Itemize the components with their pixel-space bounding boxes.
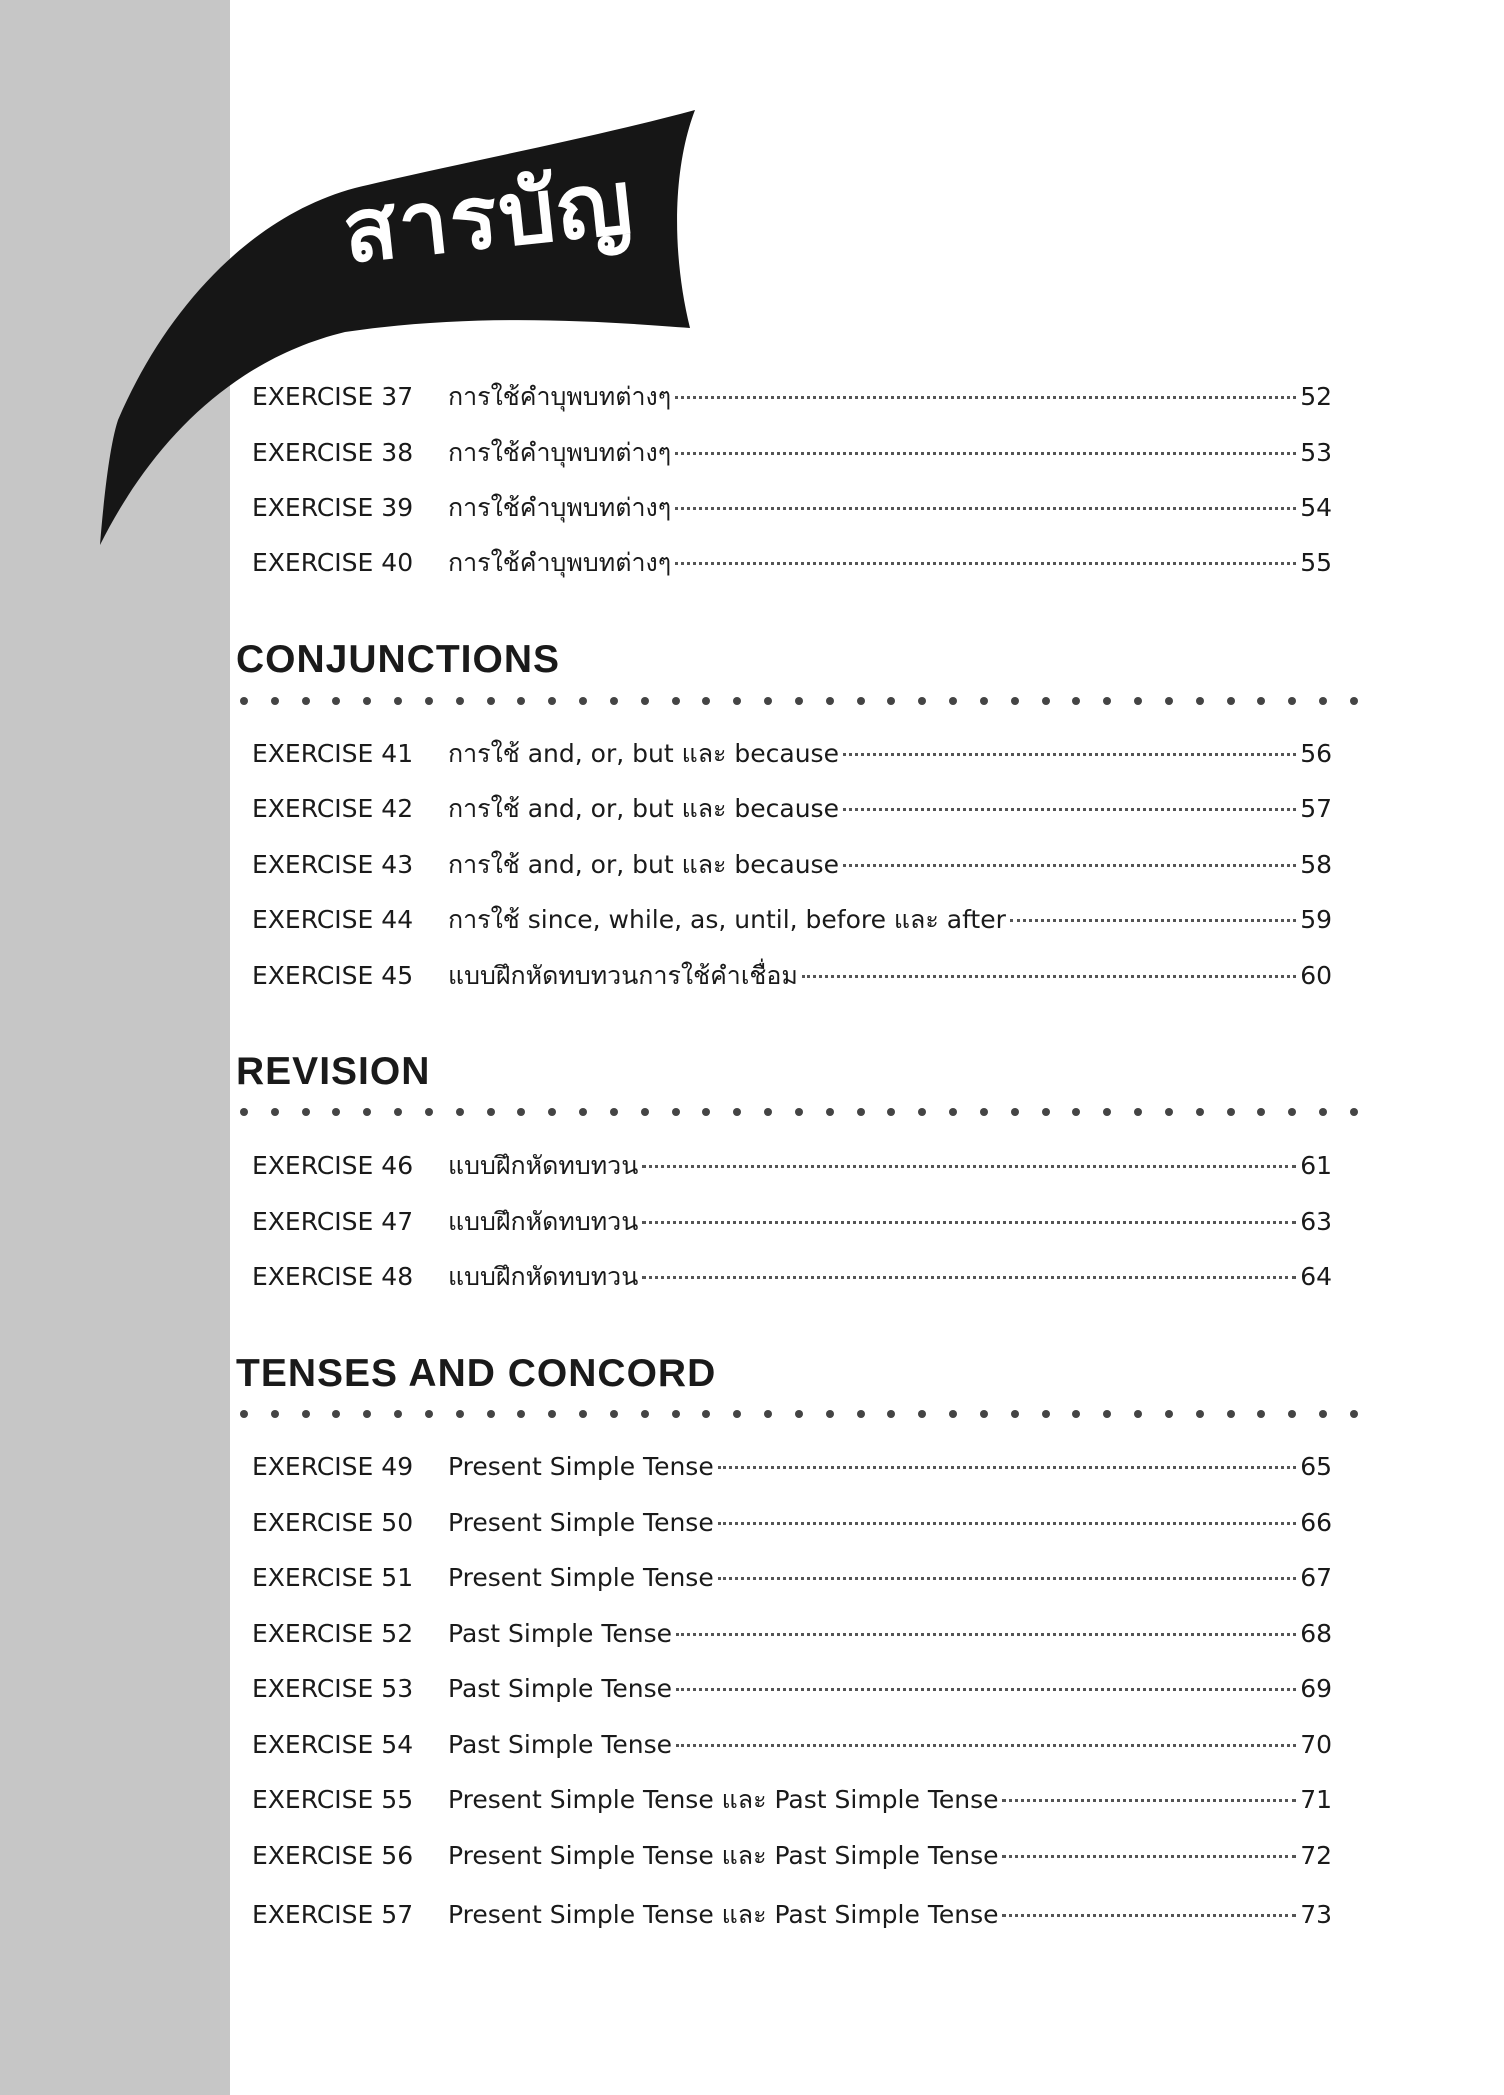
toc-entry[interactable]: [252, 436, 1332, 470]
exercise-topic: Present Simple Tense: [448, 1452, 714, 1481]
toc-entry[interactable]: [252, 1672, 1332, 1706]
page-number: 67: [1300, 1563, 1332, 1592]
toc-entry[interactable]: [252, 1783, 1332, 1817]
page-number: 55: [1300, 548, 1332, 577]
exercise-label: EXERCISE 51: [252, 1563, 414, 1592]
toc-entry[interactable]: [252, 1149, 1332, 1183]
page-title: สารบัญ: [337, 150, 639, 283]
exercise-topic: Present Simple Tense และ Past Simple Tense: [448, 1841, 999, 1870]
toc-entry[interactable]: [252, 1205, 1332, 1239]
exercise-topic: แบบฝึกหัดทบทวน: [448, 1207, 639, 1236]
dot-leader: [675, 452, 1296, 455]
exercise-label: EXERCISE 38: [252, 438, 414, 467]
toc-entry[interactable]: [252, 959, 1332, 993]
dotted-divider: [240, 1410, 1358, 1422]
exercise-label: EXERCISE 57: [252, 1900, 414, 1929]
page-number: 60: [1300, 961, 1332, 990]
exercise-topic: Present Simple Tense: [448, 1563, 714, 1592]
section-heading: TENSES AND CONCORD: [236, 1352, 717, 1395]
toc-entry[interactable]: [252, 737, 1332, 771]
dotted-divider: [240, 697, 1358, 709]
dot-leader: [676, 1633, 1296, 1636]
page-number: 69: [1300, 1674, 1332, 1703]
dot-leader: [1010, 919, 1296, 922]
toc-entry[interactable]: [252, 848, 1332, 882]
dot-leader: [1002, 1914, 1296, 1917]
dot-leader: [642, 1221, 1296, 1224]
dot-leader: [675, 562, 1296, 565]
page-number: 61: [1300, 1151, 1332, 1180]
dot-leader: [1002, 1855, 1296, 1858]
toc-entry[interactable]: [252, 1898, 1332, 1932]
exercise-label: EXERCISE 42: [252, 794, 414, 823]
exercise-topic: การใช้ and, or, but และ because: [448, 850, 839, 879]
dot-leader: [675, 396, 1296, 399]
exercise-label: EXERCISE 47: [252, 1207, 414, 1236]
toc-entry[interactable]: [252, 792, 1332, 826]
page-number: 58: [1300, 850, 1332, 879]
dot-leader: [676, 1744, 1296, 1747]
exercise-label: EXERCISE 41: [252, 739, 414, 768]
exercise-topic: การใช้ and, or, but และ because: [448, 739, 839, 768]
page-number: 57: [1300, 794, 1332, 823]
toc-entry[interactable]: [252, 1617, 1332, 1651]
exercise-label: EXERCISE 52: [252, 1619, 414, 1648]
exercise-label: EXERCISE 44: [252, 905, 414, 934]
dot-leader: [718, 1577, 1296, 1580]
dot-leader: [802, 975, 1296, 978]
dot-leader: [675, 507, 1296, 510]
exercise-topic: Past Simple Tense: [448, 1730, 673, 1759]
dot-leader: [1002, 1799, 1296, 1802]
dot-leader: [718, 1522, 1296, 1525]
exercise-topic: การใช้ since, while, as, until, before และ after: [448, 905, 1006, 934]
page-number: 54: [1300, 493, 1332, 522]
exercise-topic: แบบฝึกหัดทบทวนการใช้คำเชื่อม: [448, 961, 798, 990]
dotted-divider: [240, 1108, 1358, 1120]
exercise-topic: การใช้ and, or, but และ because: [448, 794, 839, 823]
page-number: 68: [1300, 1619, 1332, 1648]
page-number: 73: [1300, 1900, 1332, 1929]
exercise-label: EXERCISE 54: [252, 1730, 414, 1759]
exercise-topic: การใช้คำบุพบทต่างๆ: [448, 548, 672, 577]
exercise-topic: Present Simple Tense: [448, 1508, 714, 1537]
page-number: 52: [1300, 382, 1332, 411]
exercise-label: EXERCISE 53: [252, 1674, 414, 1703]
page-number: 66: [1300, 1508, 1332, 1537]
exercise-topic: การใช้คำบุพบทต่างๆ: [448, 493, 672, 522]
exercise-label: EXERCISE 48: [252, 1262, 414, 1291]
exercise-label: EXERCISE 46: [252, 1151, 414, 1180]
exercise-topic: Past Simple Tense: [448, 1674, 673, 1703]
toc-entry[interactable]: [252, 1506, 1332, 1540]
page-number: 65: [1300, 1452, 1332, 1481]
toc-entry[interactable]: [252, 380, 1332, 414]
exercise-label: EXERCISE 39: [252, 493, 414, 522]
page-number: 59: [1300, 905, 1332, 934]
dot-leader: [676, 1688, 1296, 1691]
dot-leader: [843, 864, 1296, 867]
exercise-topic: แบบฝึกหัดทบทวน: [448, 1262, 639, 1291]
exercise-topic: Past Simple Tense: [448, 1619, 673, 1648]
toc-entry[interactable]: [252, 1839, 1332, 1873]
exercise-topic: Present Simple Tense และ Past Simple Tense: [448, 1785, 999, 1814]
dot-leader: [843, 808, 1296, 811]
toc-entry[interactable]: [252, 903, 1332, 937]
toc-entry[interactable]: [252, 1561, 1332, 1595]
exercise-label: EXERCISE 49: [252, 1452, 414, 1481]
dot-leader: [843, 753, 1296, 756]
page-number: 71: [1300, 1785, 1332, 1814]
toc-entry[interactable]: [252, 1260, 1332, 1294]
exercise-topic: Present Simple Tense และ Past Simple Tense: [448, 1900, 999, 1929]
exercise-label: EXERCISE 56: [252, 1841, 414, 1870]
toc-entry[interactable]: [252, 546, 1332, 580]
exercise-label: EXERCISE 43: [252, 850, 414, 879]
page-number: 53: [1300, 438, 1332, 467]
exercise-topic: การใช้คำบุพบทต่างๆ: [448, 382, 672, 411]
page-number: 70: [1300, 1730, 1332, 1759]
exercise-label: EXERCISE 40: [252, 548, 414, 577]
dot-leader: [642, 1276, 1296, 1279]
page-number: 63: [1300, 1207, 1332, 1236]
toc-entry[interactable]: [252, 491, 1332, 525]
dot-leader: [718, 1466, 1296, 1469]
exercise-label: EXERCISE 37: [252, 382, 414, 411]
toc-entry[interactable]: [252, 1728, 1332, 1762]
exercise-topic: การใช้คำบุพบทต่างๆ: [448, 438, 672, 467]
page-number: 64: [1300, 1262, 1332, 1291]
toc-entry[interactable]: [252, 1450, 1332, 1484]
dot-leader: [642, 1165, 1296, 1168]
page-number: 72: [1300, 1841, 1332, 1870]
section-heading: REVISION: [236, 1050, 431, 1093]
exercise-label: EXERCISE 50: [252, 1508, 414, 1537]
section-heading: CONJUNCTIONS: [236, 638, 561, 681]
exercise-topic: แบบฝึกหัดทบทวน: [448, 1151, 639, 1180]
exercise-label: EXERCISE 55: [252, 1785, 414, 1814]
page-number: 56: [1300, 739, 1332, 768]
exercise-label: EXERCISE 45: [252, 961, 414, 990]
